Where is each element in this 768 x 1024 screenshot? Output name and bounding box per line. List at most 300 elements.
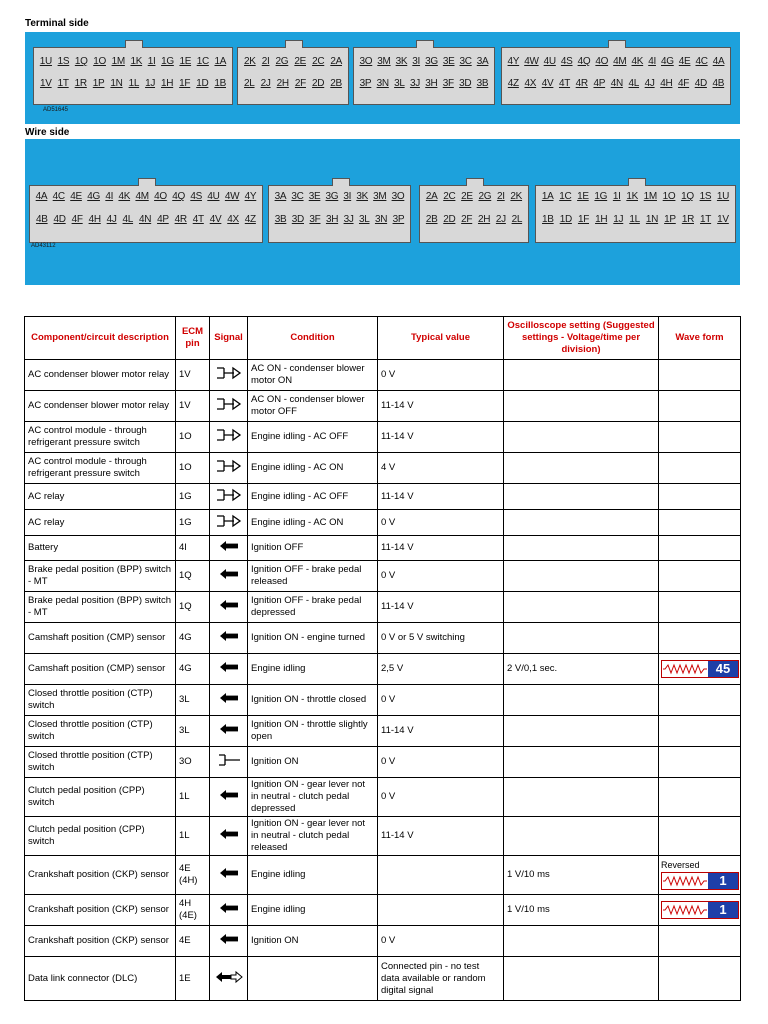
ecm-signal-table bbox=[24, 316, 741, 1001]
pin-label: 2J bbox=[260, 78, 271, 89]
pin-label: 4H bbox=[660, 78, 673, 89]
pin-label: 3C bbox=[459, 56, 472, 67]
waveform-thumbnail[interactable] bbox=[661, 872, 739, 890]
cell-scope bbox=[504, 391, 659, 422]
cell-component: Clutch pedal position (CPP) switch bbox=[25, 778, 176, 817]
pin-label: 1L bbox=[128, 78, 140, 89]
signal-input-icon bbox=[210, 716, 248, 747]
pin-label: 1Q bbox=[74, 56, 88, 67]
cell-component: AC condenser blower motor relay bbox=[25, 391, 176, 422]
pin-label: 1D bbox=[559, 214, 572, 225]
cell-pin: 1Q bbox=[176, 561, 210, 592]
cell-condition: Ignition ON - throttle closed bbox=[248, 685, 378, 716]
cell-scope bbox=[504, 957, 659, 1001]
pin-label: 4C bbox=[52, 191, 65, 202]
pin-label: 2H bbox=[276, 78, 289, 89]
connector-latch bbox=[628, 178, 646, 186]
pin-label: 2H bbox=[477, 214, 491, 225]
pin-label: 2D bbox=[312, 78, 325, 89]
cell-typical: 0 V bbox=[378, 360, 504, 391]
cell-component: Crankshaft position (CKP) sensor bbox=[25, 856, 176, 895]
cell-condition: Engine idling bbox=[248, 654, 378, 685]
pin-label: 3B bbox=[274, 214, 287, 225]
pin-label: 4F bbox=[71, 214, 83, 225]
pin-label: 4M bbox=[135, 191, 149, 202]
pin-row bbox=[502, 78, 730, 89]
cell-scope bbox=[504, 360, 659, 391]
pin-label: 1U bbox=[39, 56, 52, 67]
pin-label: 3F bbox=[442, 78, 454, 89]
cell-scope bbox=[504, 778, 659, 817]
cell-pin: 3O bbox=[176, 747, 210, 778]
pin-label: 1E bbox=[179, 56, 192, 67]
table-row bbox=[25, 623, 741, 654]
pin-label: 2L bbox=[511, 214, 523, 225]
cell-component: Crankshaft position (CKP) sensor bbox=[25, 895, 176, 926]
cell-component: AC control module - through refrigerant pressure switch bbox=[25, 453, 176, 484]
cell-typical: 11-14 V bbox=[378, 536, 504, 561]
cell-typical: 11-14 V bbox=[378, 422, 504, 453]
cell-pin: 1O bbox=[176, 453, 210, 484]
cell-scope bbox=[504, 484, 659, 510]
pin-label: 3O bbox=[391, 191, 405, 202]
cell-typical: 11-14 V bbox=[378, 484, 504, 510]
waveform-cell bbox=[659, 561, 741, 592]
waveform-thumbnail[interactable] bbox=[661, 660, 739, 678]
table-row bbox=[25, 716, 741, 747]
cell-pin: 1L bbox=[176, 817, 210, 856]
pin-label: 2F bbox=[294, 78, 306, 89]
cell-condition: Ignition OFF - brake pedal released bbox=[248, 561, 378, 592]
cell-scope: 2 V/0,1 sec. bbox=[504, 654, 659, 685]
cell-component: Closed throttle position (CTP) switch bbox=[25, 685, 176, 716]
cell-component: AC control module - through refrigerant pressure switch bbox=[25, 422, 176, 453]
wire-side-connector-2 bbox=[268, 185, 411, 243]
waveform-cell bbox=[659, 623, 741, 654]
signal-input-icon bbox=[210, 654, 248, 685]
pin-label: 3N bbox=[376, 78, 389, 89]
connector-latch bbox=[608, 40, 626, 48]
pin-row bbox=[269, 214, 410, 225]
pin-label: 4K bbox=[118, 191, 131, 202]
waveform-cell bbox=[659, 957, 741, 1001]
pin-row bbox=[420, 214, 528, 225]
cell-pin: 4I bbox=[176, 536, 210, 561]
terminal-side-connector-3 bbox=[353, 47, 495, 105]
pin-label: 3K bbox=[356, 191, 368, 202]
cell-pin: 3L bbox=[176, 685, 210, 716]
pin-label: 3L bbox=[358, 214, 370, 225]
terminal-side-connector-4 bbox=[501, 47, 731, 105]
pin-label: 1A bbox=[214, 56, 227, 67]
cell-pin: 4H (4E) bbox=[176, 895, 210, 926]
pin-row bbox=[34, 78, 232, 89]
cell-component: Closed throttle position (CTP) switch bbox=[25, 747, 176, 778]
signal-output-icon bbox=[210, 422, 248, 453]
pin-label: 3I bbox=[412, 56, 421, 67]
pin-label: 4J bbox=[106, 214, 117, 225]
cell-typical: 11-14 V bbox=[378, 716, 504, 747]
waveform-cell bbox=[659, 360, 741, 391]
pin-label: 1L bbox=[629, 214, 640, 225]
table-row bbox=[25, 592, 741, 623]
pin-label: 1O bbox=[93, 56, 106, 67]
cell-scope bbox=[504, 453, 659, 484]
pin-label: 3I bbox=[343, 191, 352, 202]
pin-label: 4U bbox=[207, 191, 220, 202]
cell-scope bbox=[504, 561, 659, 592]
cell-typical: 0 V or 5 V switching bbox=[378, 623, 504, 654]
waveform-cell bbox=[659, 685, 741, 716]
pin-label: 4V bbox=[541, 78, 554, 89]
cell-component: Data link connector (DLC) bbox=[25, 957, 176, 1001]
pin-label: 1P bbox=[664, 214, 676, 225]
pin-label: 2I bbox=[496, 191, 505, 202]
pin-label: 3M bbox=[373, 191, 387, 202]
cell-typical: Connected pin - no test data available or random digital signal bbox=[378, 957, 504, 1001]
pin-label: 4Q bbox=[172, 191, 185, 202]
cell-typical: 11-14 V bbox=[378, 592, 504, 623]
waveform-cell bbox=[659, 654, 741, 685]
pin-label: 2E bbox=[461, 191, 473, 202]
table-row bbox=[25, 561, 741, 592]
cell-condition: Ignition ON - throttle slightly open bbox=[248, 716, 378, 747]
pin-label: 4R bbox=[575, 78, 588, 89]
signal-output-icon bbox=[210, 360, 248, 391]
cell-pin: 1G bbox=[176, 484, 210, 510]
pin-row bbox=[536, 191, 735, 202]
pin-label: 4M bbox=[613, 56, 627, 67]
terminal-side-connector-1 bbox=[33, 47, 233, 105]
pin-label: 4I bbox=[105, 191, 114, 202]
pin-label: 4F bbox=[678, 78, 690, 89]
cell-scope bbox=[504, 716, 659, 747]
pin-label: 3P bbox=[359, 78, 372, 89]
pin-label: 4A bbox=[35, 191, 48, 202]
pin-label: 1R bbox=[74, 78, 87, 89]
table-row bbox=[25, 360, 741, 391]
pin-label: 2C bbox=[312, 56, 325, 67]
pin-label: 1O bbox=[662, 191, 676, 202]
cell-pin: 1V bbox=[176, 360, 210, 391]
pin-label: 4I bbox=[648, 56, 656, 67]
pin-label: 1V bbox=[717, 214, 729, 225]
pin-row bbox=[269, 191, 410, 202]
table-row bbox=[25, 926, 741, 957]
pin-label: 2K bbox=[510, 191, 523, 202]
pin-label: 2A bbox=[425, 191, 438, 202]
terminal-side-panel bbox=[25, 32, 740, 124]
cell-component: AC relay bbox=[25, 484, 176, 510]
terminal-side-connector-2 bbox=[237, 47, 349, 105]
cell-typical: 0 V bbox=[378, 926, 504, 957]
pin-label: 3A bbox=[476, 56, 489, 67]
wire-side-connector-1 bbox=[29, 185, 263, 243]
pin-label: 1H bbox=[595, 214, 608, 225]
pin-label: 4U bbox=[543, 56, 556, 67]
pin-label: 1N bbox=[110, 78, 123, 89]
table-row bbox=[25, 685, 741, 716]
header-condition: Condition bbox=[248, 317, 378, 360]
pin-label: 4E bbox=[678, 56, 691, 67]
header-component: Component/circuit description bbox=[25, 317, 176, 360]
cell-typical: 11-14 V bbox=[378, 817, 504, 856]
waveform-cell bbox=[659, 484, 741, 510]
signal-output-icon bbox=[210, 453, 248, 484]
cell-condition: AC ON - condenser blower motor ON bbox=[248, 360, 378, 391]
waveform-number: 45 bbox=[708, 661, 738, 677]
cell-pin: 1E bbox=[176, 957, 210, 1001]
header-waveform: Wave form bbox=[659, 317, 741, 360]
waveform-cell bbox=[659, 422, 741, 453]
signal-output-icon bbox=[210, 510, 248, 536]
cell-scope bbox=[504, 817, 659, 856]
cell-typical: 4 V bbox=[378, 453, 504, 484]
signal-input-icon bbox=[210, 856, 248, 895]
cell-pin: 4E bbox=[176, 926, 210, 957]
cell-condition: Engine idling - AC ON bbox=[248, 510, 378, 536]
pin-label: 4V bbox=[209, 214, 222, 225]
pin-label: 2D bbox=[443, 214, 456, 225]
cell-condition: Ignition ON - gear lever not in neutral - clutch pedal depressed bbox=[248, 778, 378, 817]
pin-label: 2E bbox=[294, 56, 306, 67]
cell-pin: 1O bbox=[176, 422, 210, 453]
table-row bbox=[25, 778, 741, 817]
pin-label: 4N bbox=[138, 214, 152, 225]
table-row bbox=[25, 453, 741, 484]
waveform-cell bbox=[659, 895, 741, 926]
cell-component: Camshaft position (CMP) sensor bbox=[25, 654, 176, 685]
pin-label: 1D bbox=[196, 78, 209, 89]
pin-label: 4B bbox=[35, 214, 48, 225]
cell-condition: Engine idling - AC OFF bbox=[248, 422, 378, 453]
pin-label: 1N bbox=[645, 214, 659, 225]
cell-condition: AC ON - condenser blower motor OFF bbox=[248, 391, 378, 422]
waveform-number: 1 bbox=[708, 902, 738, 918]
waveform-cell bbox=[659, 592, 741, 623]
pin-label: 1K bbox=[626, 191, 638, 202]
cell-pin: 4G bbox=[176, 623, 210, 654]
header-pin: ECM pin bbox=[176, 317, 210, 360]
waveform-cell bbox=[659, 391, 741, 422]
cell-condition: Engine idling - AC OFF bbox=[248, 484, 378, 510]
cell-component: Closed throttle position (CTP) switch bbox=[25, 716, 176, 747]
wire-side-connector-4 bbox=[535, 185, 736, 243]
pin-label: 1B bbox=[214, 78, 226, 89]
pin-label: 4R bbox=[174, 214, 187, 225]
pin-label: 4P bbox=[593, 78, 606, 89]
signal-ground-icon bbox=[210, 747, 248, 778]
terminal-side-label: Terminal side bbox=[25, 18, 89, 29]
waveform-cell bbox=[659, 817, 741, 856]
waveform-cell bbox=[659, 716, 741, 747]
pin-label: 3D bbox=[459, 78, 472, 89]
pin-label: 4H bbox=[88, 214, 101, 225]
pin-label: 1Q bbox=[681, 191, 694, 202]
waveform-thumbnail[interactable] bbox=[661, 901, 739, 919]
cell-typical bbox=[378, 895, 504, 926]
signal-input-icon bbox=[210, 623, 248, 654]
wire-side-panel bbox=[25, 139, 740, 285]
pin-label: 1F bbox=[577, 214, 590, 225]
waveform-cell bbox=[659, 747, 741, 778]
table-row bbox=[25, 895, 741, 926]
pin-label: 1S bbox=[699, 191, 712, 202]
cell-scope bbox=[504, 422, 659, 453]
pin-label: 3F bbox=[309, 214, 321, 225]
waveform-cell bbox=[659, 453, 741, 484]
header-scope: Oscilloscope setting (Suggested settings - Voltage/time per division) bbox=[504, 317, 659, 360]
wire-side-label: Wire side bbox=[25, 127, 70, 138]
pin-label: 4T bbox=[558, 78, 571, 89]
pin-label: 1F bbox=[179, 78, 191, 89]
pin-label: 1V bbox=[39, 78, 52, 89]
signal-output-icon bbox=[210, 391, 248, 422]
pin-label: 4X bbox=[524, 78, 537, 89]
pin-label: 1R bbox=[681, 214, 694, 225]
pin-label: 1K bbox=[130, 56, 143, 67]
signal-input-icon bbox=[210, 685, 248, 716]
pin-label: 4C bbox=[695, 56, 708, 67]
pin-label: 4B bbox=[712, 78, 725, 89]
table-row bbox=[25, 957, 741, 1001]
signal-input-icon bbox=[210, 536, 248, 561]
cell-pin: 3L bbox=[176, 716, 210, 747]
pin-row bbox=[238, 56, 348, 67]
pin-label: 4G bbox=[87, 191, 100, 202]
pin-label: 3H bbox=[425, 78, 438, 89]
waveform-number: 1 bbox=[708, 873, 738, 889]
pin-label: 1J bbox=[613, 214, 624, 225]
cell-condition bbox=[248, 957, 378, 1001]
pin-label: 4A bbox=[712, 56, 725, 67]
pin-label: 4D bbox=[694, 78, 707, 89]
pin-label: 4S bbox=[190, 191, 202, 202]
pin-label: 4G bbox=[661, 56, 674, 67]
pin-label: 2I bbox=[261, 56, 270, 67]
table-row bbox=[25, 422, 741, 453]
cell-pin: 1Q bbox=[176, 592, 210, 623]
wire-side-connector-3 bbox=[419, 185, 529, 243]
pin-label: 1T bbox=[57, 78, 69, 89]
cell-component: Clutch pedal position (CPP) switch bbox=[25, 817, 176, 856]
cell-pin: 1L bbox=[176, 778, 210, 817]
pin-row bbox=[502, 56, 730, 67]
pin-label: 3B bbox=[476, 78, 489, 89]
pin-label: 3J bbox=[343, 214, 354, 225]
pin-label: 4O bbox=[595, 56, 609, 67]
connector-latch bbox=[466, 178, 484, 186]
cell-scope bbox=[504, 536, 659, 561]
pin-label: 4K bbox=[631, 56, 644, 67]
pin-label: 4J bbox=[644, 78, 655, 89]
cell-typical: 11-14 V bbox=[378, 391, 504, 422]
signal-input-icon bbox=[210, 895, 248, 926]
pin-label: 1I bbox=[147, 56, 156, 67]
pin-label: 3C bbox=[291, 191, 304, 202]
cell-component: Brake pedal position (BPP) switch - MT bbox=[25, 561, 176, 592]
pin-label: 3G bbox=[325, 191, 339, 202]
header-signal: Signal bbox=[210, 317, 248, 360]
pin-label: 4O bbox=[154, 191, 167, 202]
cell-condition: Engine idling bbox=[248, 895, 378, 926]
connector-latch bbox=[416, 40, 434, 48]
cell-typical: 0 V bbox=[378, 561, 504, 592]
pin-label: 2B bbox=[425, 214, 438, 225]
connector-latch bbox=[285, 40, 303, 48]
pin-label: 4L bbox=[628, 78, 640, 89]
signal-input-icon bbox=[210, 778, 248, 817]
pin-label: 3J bbox=[409, 78, 420, 89]
pin-label: 2L bbox=[244, 78, 255, 89]
pin-label: 4W bbox=[524, 56, 539, 67]
cell-typical: 2,5 V bbox=[378, 654, 504, 685]
cell-scope bbox=[504, 623, 659, 654]
pin-label: 4X bbox=[227, 214, 239, 225]
cell-typical: 0 V bbox=[378, 510, 504, 536]
table-row bbox=[25, 536, 741, 561]
pin-row bbox=[536, 214, 735, 225]
pin-label: 1E bbox=[577, 191, 589, 202]
pin-label: 2F bbox=[461, 214, 473, 225]
connector-latch bbox=[138, 178, 156, 186]
cell-pin: 4G bbox=[176, 654, 210, 685]
cell-typical bbox=[378, 856, 504, 895]
cell-condition: Ignition ON bbox=[248, 926, 378, 957]
pin-label: 3K bbox=[395, 56, 408, 67]
pin-label: 4Y bbox=[507, 56, 520, 67]
pin-label: 3N bbox=[374, 214, 388, 225]
cell-scope bbox=[504, 747, 659, 778]
pin-label: 4W bbox=[224, 191, 240, 202]
pin-row bbox=[420, 191, 528, 202]
pin-row bbox=[30, 214, 262, 225]
waveform-cell bbox=[659, 778, 741, 817]
pin-label: 2C bbox=[443, 191, 456, 202]
cell-condition: Ignition ON bbox=[248, 747, 378, 778]
table-row bbox=[25, 510, 741, 536]
pin-row bbox=[30, 191, 262, 202]
waveform-cell bbox=[659, 926, 741, 957]
signal-input-icon bbox=[210, 817, 248, 856]
cell-scope bbox=[504, 685, 659, 716]
pin-label: 4Z bbox=[244, 214, 256, 225]
pin-label: 2J bbox=[495, 214, 506, 225]
cell-condition: Engine idling - AC ON bbox=[248, 453, 378, 484]
cell-component: AC condenser blower motor relay bbox=[25, 360, 176, 391]
cell-condition: Ignition ON - engine turned bbox=[248, 623, 378, 654]
pin-label: 1G bbox=[594, 191, 608, 202]
pin-label: 4T bbox=[192, 214, 204, 225]
pin-label: 1P bbox=[92, 78, 105, 89]
pin-label: 2G bbox=[478, 191, 492, 202]
table-row bbox=[25, 747, 741, 778]
pin-label: 3E bbox=[442, 56, 455, 67]
pin-label: 1A bbox=[541, 191, 554, 202]
pin-label: 2K bbox=[244, 56, 256, 67]
signal-output-icon bbox=[210, 484, 248, 510]
cell-scope bbox=[504, 926, 659, 957]
pin-row bbox=[34, 56, 232, 67]
table-header-row bbox=[25, 317, 741, 360]
pin-label: 3E bbox=[308, 191, 321, 202]
cell-scope: 1 V/10 ms bbox=[504, 895, 659, 926]
pin-label: 1C bbox=[196, 56, 209, 67]
table-row bbox=[25, 856, 741, 895]
cell-component: Brake pedal position (BPP) switch - MT bbox=[25, 592, 176, 623]
pin-row bbox=[354, 56, 494, 67]
cell-pin: 1V bbox=[176, 391, 210, 422]
